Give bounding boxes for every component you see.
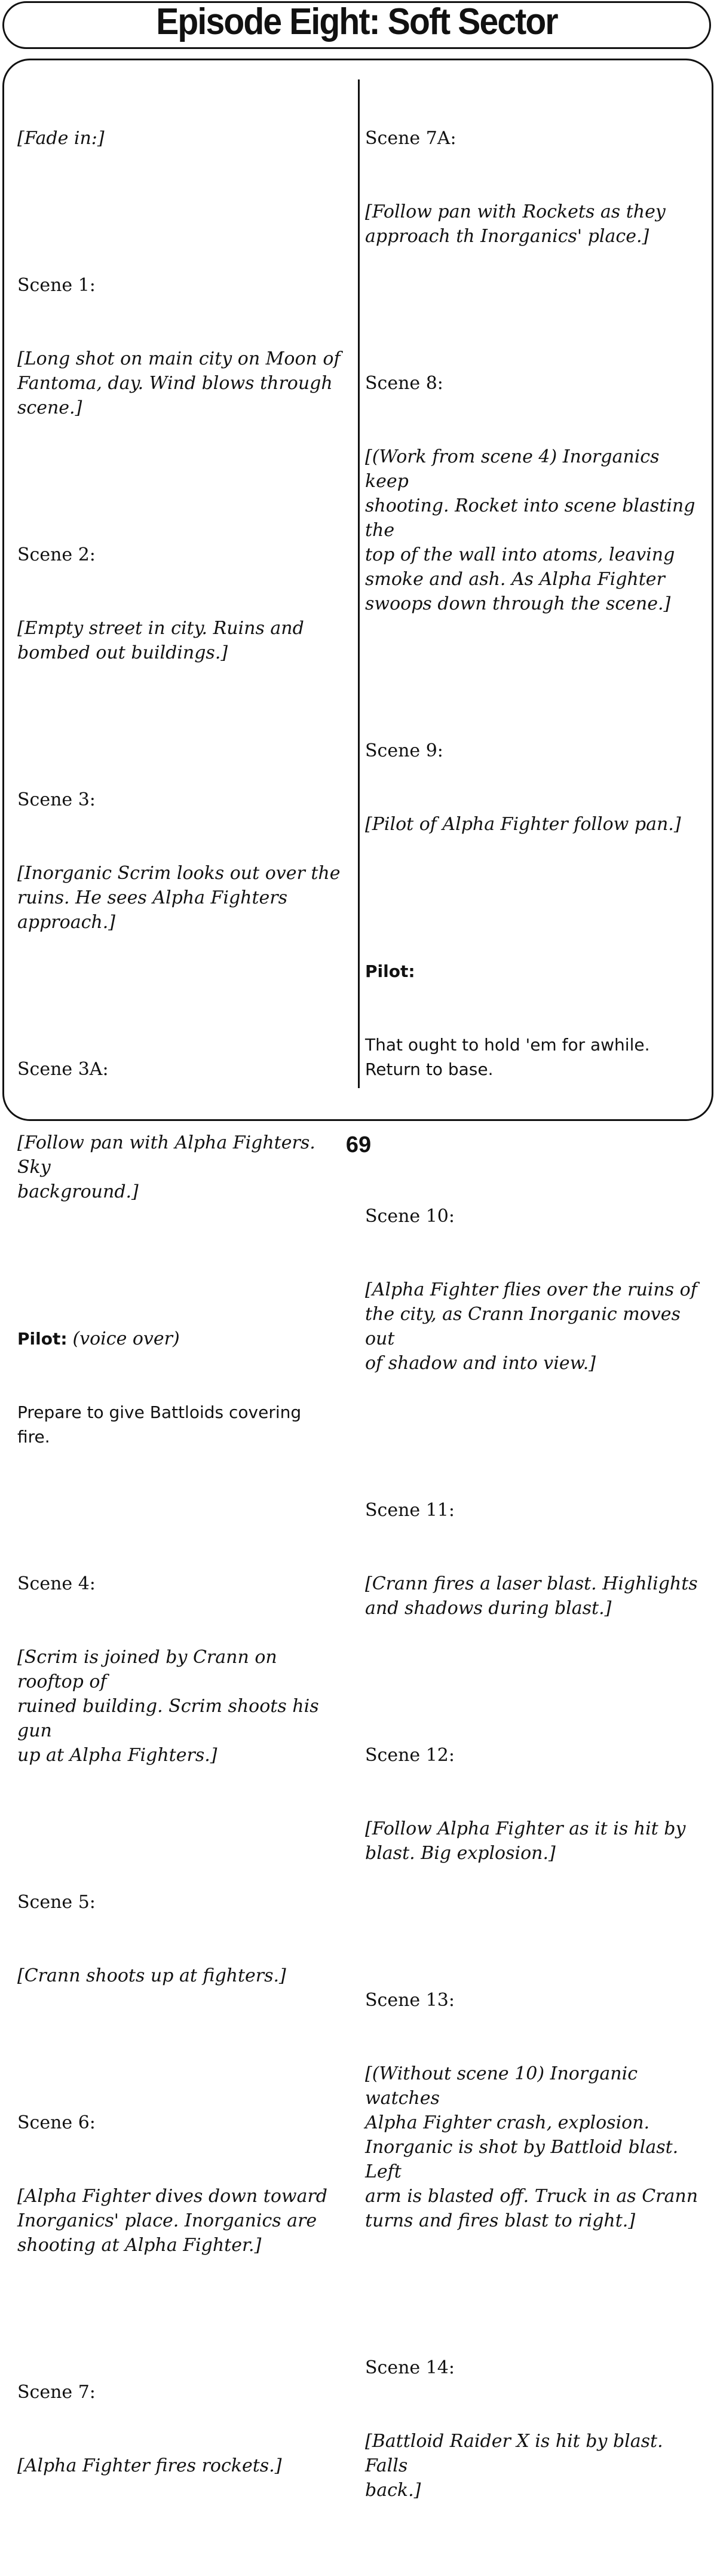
scene-heading: Scene 3A: [17,1059,109,1080]
right-column [365,77,703,2576]
fade-in-block [17,77,345,200]
scene-heading: Scene 8: [365,373,443,394]
dialogue-text: Prepare to give Battloids covering fire. [17,1402,302,1447]
stage-direction: [Battloid Raider X is hit by blast. Falls back.] [365,2431,663,2501]
pilot-voice-over-block [17,1278,345,1498]
dialogue-text: That ought to hold 'em for awhile. Return to base. [365,1035,650,1079]
scene-heading: Scene 7A: [365,128,456,149]
stage-direction: [Crann fires a laser blast. Highlights and shadows during blast.] [365,1573,698,1619]
stage-direction: [Fade in:] [17,128,105,149]
scene-3a-block [17,1008,345,1253]
speaker-note: (voice over) [72,1328,180,1349]
stage-direction: [Alpha Fighter fires rockets.] [17,2455,282,2476]
scene-heading: Scene 9: [365,740,443,761]
left-column [17,77,345,2552]
stage-direction: [Long shot on main city on Moon of Fantoma, day. Wind blows through scene.] [17,348,341,418]
speaker-line [365,959,703,984]
scene-1-block [17,224,345,469]
scene-heading: Scene 4: [17,1573,96,1594]
scene-heading: Scene 3: [17,789,96,810]
scene-heading: Scene 6: [17,2112,96,2133]
scene-14-block [365,2307,703,2552]
stage-direction: [Alpha Fighter dives down toward Inorganics' place. Inorganics are shooting at Alpha Fighter.] [17,2186,327,2256]
stage-direction: [(Work from scene 4) Inorganics keep shooting. Rocket into scene blasting the top of the wall into atoms, leaving smoke and ash. As Alpha Fighter swoops down through the scene.] [365,446,695,614]
scene-7-block [17,2331,345,2527]
scene-heading: Scene 7: [17,2382,96,2403]
scene-heading: Scene 12: [365,1745,455,1766]
stage-direction: [Follow Alpha Fighter as it is hit by blast. Big explosion.] [365,1818,686,1864]
column-divider [358,79,360,1088]
speaker-name: Pilot: [365,961,415,981]
scene-8-block [365,322,703,665]
scene-9-block [365,690,703,886]
scene-heading: Scene 13: [365,1990,455,2011]
stage-direction: [Scrim is joined by Crann on rooftop of ruined building. Scrim shoots his gun up at Alpha Fighters.] [17,1647,319,1766]
scene-heading: Scene 10: [365,1206,455,1227]
stage-direction: [Follow pan with Rockets as they approach th Inorganics' place.] [365,201,666,247]
scene-13-block [365,1939,703,2282]
scene-heading: Scene 11: [365,1500,455,1521]
scene-heading: Scene 1: [17,275,96,296]
scene-3-block [17,739,345,984]
scene-12-block [365,1694,703,1915]
scene-4-block [17,1523,345,1817]
scene-heading: Scene 2: [17,544,96,565]
title-banner [2,1,711,49]
scene-heading: Scene 14: [365,2357,455,2378]
scene-11-block [365,1449,703,1670]
scene-7a-block [365,77,703,298]
speaker-name: Pilot: [17,1329,68,1349]
stage-direction: [Empty street in city. Ruins and bombed out buildings.] [17,618,304,663]
stage-direction: [Pilot of Alpha Fighter follow pan.] [365,814,681,835]
stage-direction: [Crann shoots up at fighters.] [17,1965,286,1986]
speaker-line [17,1327,345,1351]
scene-6-block [17,2062,345,2307]
stage-direction: [(Without scene 10) Inorganic watches Alpha Fighter crash, explosion. Inorganic is shot by Battloid blast. Left arm is blasted off. Truck in as Crann turns and fires blast to right.] [365,2063,698,2231]
scene-heading: Scene 5: [17,1892,96,1913]
page-number: 69 [345,1132,372,1157]
stage-direction: [Alpha Fighter flies over the ruins of the city, as Crann Inorganic moves out of shadow and into view.] [365,1279,697,1374]
stage-direction: [Inorganic Scrim looks out over the ruins. He sees Alpha Fighters approach.] [17,863,341,933]
scene-5-block [17,1841,345,2037]
page-title: Episode Eight: Soft Sector [156,1,557,42]
scene-10-block [365,1155,703,1425]
stage-direction: [Follow pan with Alpha Fighters. Sky background.] [17,1132,315,1202]
scene-2-block [17,494,345,714]
pilot-dialogue-block [365,910,703,1131]
